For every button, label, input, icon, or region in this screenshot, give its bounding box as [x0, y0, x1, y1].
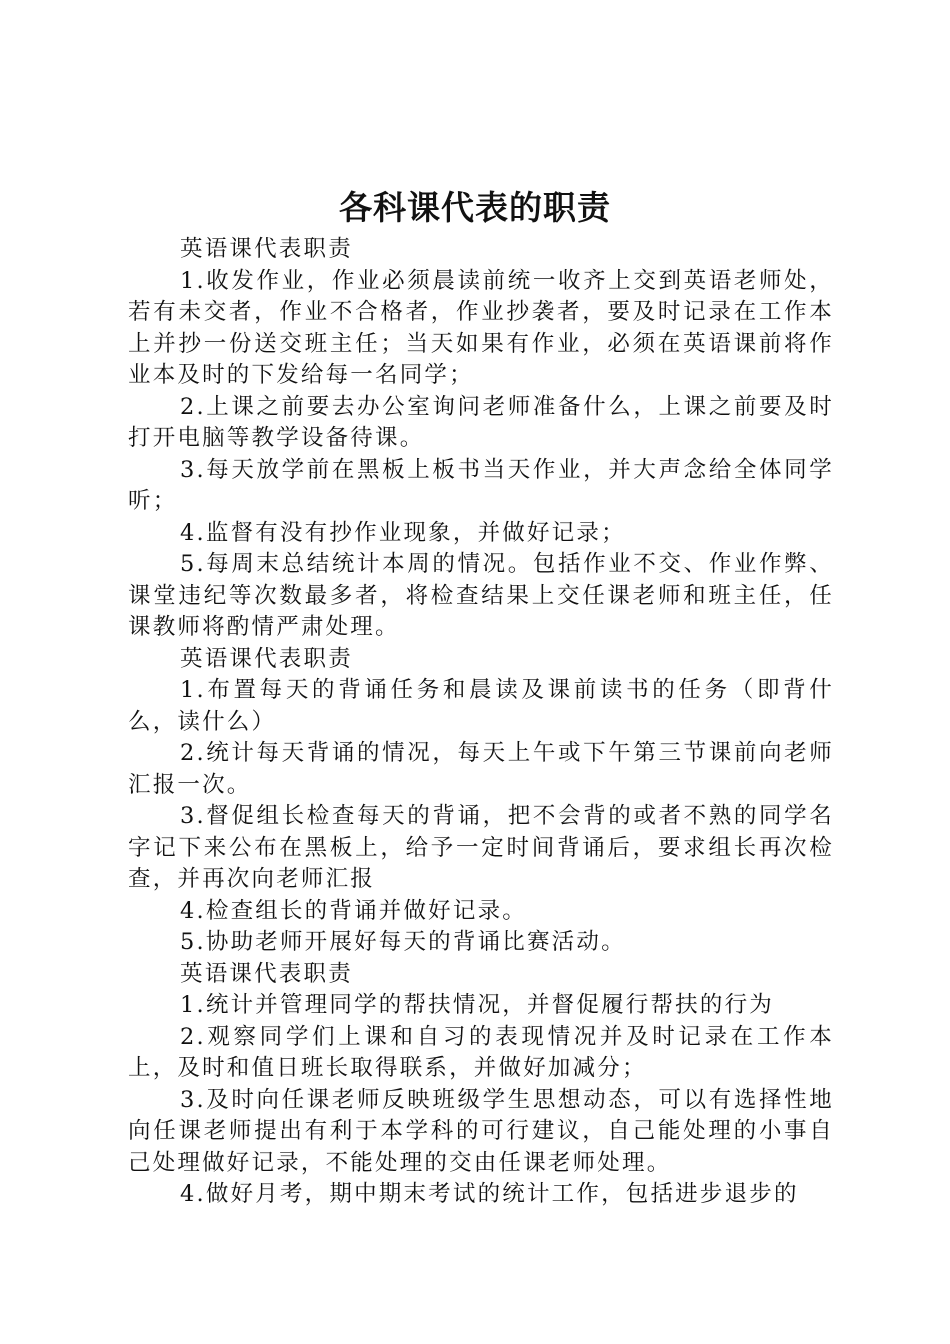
paragraph: 3.及时向任课老师反映班级学生思想动态，可以有选择性地向任课老师提出有利于本学科的可行建议，自己能处理的小事自己处理做好记录，不能处理的交由任课老师处理。 — [128, 1086, 834, 1176]
paragraph: 2.统计每天背诵的情况，每天上午或下午第三节课前向老师汇报一次。 — [128, 740, 834, 798]
section-heading-english-1: 英语课代表职责 — [180, 236, 353, 262]
paragraph: 5.每周末总结统计本周的情况。包括作业不交、作业作弊、课堂违纪等次数最多者，将检查结果上交任课老师和班主任，任课教师将酌情严肃处理。 — [128, 551, 834, 640]
paragraph: 1.统计并管理同学的帮扶情况，并督促履行帮扶的行为 — [180, 992, 774, 1018]
paragraph: 4.监督有没有抄作业现象，并做好记录； — [180, 519, 626, 546]
paragraph: 1.收发作业，作业必须晨读前统一收齐上交到英语老师处，若有未交者，作业不合格者，作业抄袭者，要及时记录在工作本上并抄一份送交班主任；当天如果有作业，必须在英语课前将作业本及时的下发给每一名同学； — [128, 267, 834, 388]
paragraph: 4.做好月考，期中期末考试的统计工作，包括进步退步的 — [180, 1181, 799, 1207]
paragraph: 1.布置每天的背诵任务和晨读及课前读书的任务（即背什么，读什么） — [128, 677, 834, 735]
section-heading-english-3: 英语课代表职责 — [180, 960, 353, 987]
paragraph: 3.每天放学前在黑板上板书当天作业，并大声念给全体同学听； — [128, 456, 834, 514]
document-body — [128, 234, 834, 1211]
paragraph: 5.协助老师开展好每天的背诵比赛活动。 — [180, 929, 626, 955]
paragraph: 4.检查组长的背诵并做好记录。 — [180, 897, 527, 924]
paragraph: 2.观察同学们上课和自习的表现情况并及时记录在工作本上，及时和值日班长取得联系，并做好加减分； — [128, 1023, 834, 1081]
paragraph: 2.上课之前要去办公室询问老师准备什么，上课之前要及时打开电脑等教学设备待课。 — [128, 393, 834, 451]
document-title: 各科课代表的职责 — [339, 188, 611, 227]
section-heading-english-2: 英语课代表职责 — [180, 645, 353, 672]
paragraph: 3.督促组长检查每天的背诵，把不会背的或者不熟的同学名字记下来公布在黑板上，给予一定时间背诵后，要求组长再次检查，并再次向老师汇报 — [128, 803, 834, 892]
